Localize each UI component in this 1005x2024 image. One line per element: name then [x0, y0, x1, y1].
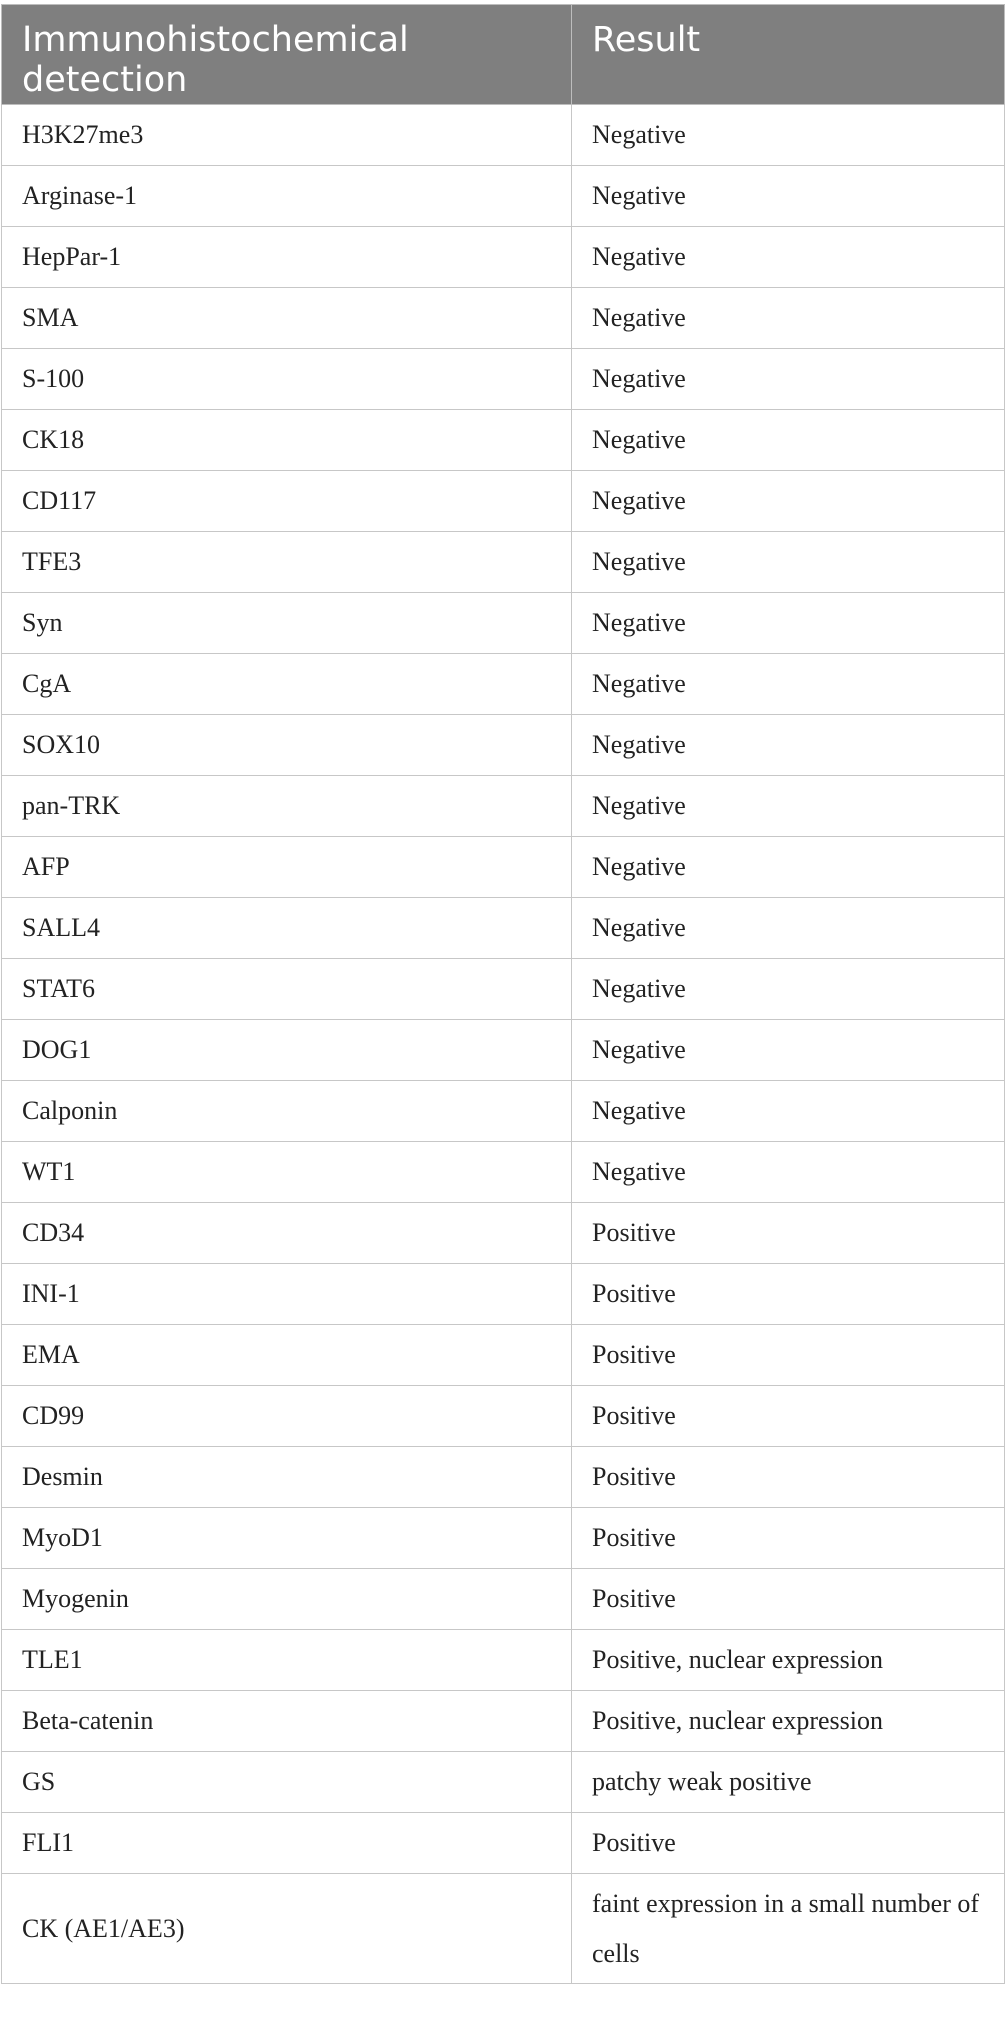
table-row	[2, 288, 1005, 349]
table-row	[2, 1447, 1005, 1508]
result-cell: Positive	[572, 1203, 1005, 1264]
table-row	[2, 1752, 1005, 1813]
result-cell: Negative	[572, 959, 1005, 1020]
result-cell: Negative	[572, 410, 1005, 471]
table-row	[2, 1691, 1005, 1752]
result-cell: Positive	[572, 1508, 1005, 1569]
result-cell: Negative	[572, 654, 1005, 715]
table-row	[2, 837, 1005, 898]
table-row	[2, 1142, 1005, 1203]
marker-cell: TLE1	[2, 1630, 572, 1691]
table-row	[2, 715, 1005, 776]
table-row	[2, 1874, 1005, 1984]
result-cell: Negative	[572, 349, 1005, 410]
result-cell: Negative	[572, 227, 1005, 288]
marker-cell: MyoD1	[2, 1508, 572, 1569]
table-row	[2, 1264, 1005, 1325]
result-cell: Positive	[572, 1325, 1005, 1386]
marker-cell: H3K27me3	[2, 105, 572, 166]
table-row	[2, 105, 1005, 166]
table-row	[2, 1081, 1005, 1142]
table-row	[2, 898, 1005, 959]
marker-cell: Arginase-1	[2, 166, 572, 227]
table-row	[2, 1630, 1005, 1691]
result-cell: Positive	[572, 1813, 1005, 1874]
marker-cell: Desmin	[2, 1447, 572, 1508]
table-row	[2, 1386, 1005, 1447]
marker-cell: SALL4	[2, 898, 572, 959]
marker-cell: Calponin	[2, 1081, 572, 1142]
table-row	[2, 1203, 1005, 1264]
result-cell: Negative	[572, 715, 1005, 776]
result-cell: Positive, nuclear expression	[572, 1691, 1005, 1752]
header-result: Result	[572, 5, 1005, 105]
marker-cell: Beta-catenin	[2, 1691, 572, 1752]
table-row	[2, 1813, 1005, 1874]
table-row	[2, 776, 1005, 837]
table-row	[2, 227, 1005, 288]
marker-cell: CgA	[2, 654, 572, 715]
marker-cell: SMA	[2, 288, 572, 349]
marker-cell: CD34	[2, 1203, 572, 1264]
marker-cell: STAT6	[2, 959, 572, 1020]
header-immunohistochemical-detection: Immunohistochemical detection	[2, 5, 572, 105]
result-cell: Negative	[572, 593, 1005, 654]
marker-cell: TFE3	[2, 532, 572, 593]
marker-cell: pan-TRK	[2, 776, 572, 837]
table-row	[2, 1325, 1005, 1386]
result-cell: Negative	[572, 105, 1005, 166]
table-row	[2, 166, 1005, 227]
marker-cell: EMA	[2, 1325, 572, 1386]
table-row	[2, 1508, 1005, 1569]
table-row	[2, 471, 1005, 532]
result-cell: Negative	[572, 166, 1005, 227]
result-cell: Negative	[572, 471, 1005, 532]
result-cell: Positive	[572, 1386, 1005, 1447]
table-row	[2, 959, 1005, 1020]
marker-cell: HepPar-1	[2, 227, 572, 288]
marker-cell: CD117	[2, 471, 572, 532]
result-cell: Negative	[572, 898, 1005, 959]
marker-cell: CK18	[2, 410, 572, 471]
table-row	[2, 1020, 1005, 1081]
result-cell: Negative	[572, 532, 1005, 593]
result-cell: Negative	[572, 1142, 1005, 1203]
table-row	[2, 532, 1005, 593]
marker-cell: AFP	[2, 837, 572, 898]
result-cell: Negative	[572, 1020, 1005, 1081]
result-cell: faint expression in a small number of cells	[572, 1874, 1005, 1984]
result-cell: Positive	[572, 1264, 1005, 1325]
table-row	[2, 593, 1005, 654]
marker-cell: INI-1	[2, 1264, 572, 1325]
marker-cell: FLI1	[2, 1813, 572, 1874]
result-cell: Negative	[572, 776, 1005, 837]
marker-cell: DOG1	[2, 1020, 572, 1081]
table-header-row	[2, 5, 1005, 105]
table-row	[2, 1569, 1005, 1630]
marker-cell: Syn	[2, 593, 572, 654]
table-row	[2, 349, 1005, 410]
result-cell: Negative	[572, 1081, 1005, 1142]
result-cell: Positive	[572, 1447, 1005, 1508]
marker-cell: SOX10	[2, 715, 572, 776]
marker-cell: GS	[2, 1752, 572, 1813]
marker-cell: WT1	[2, 1142, 572, 1203]
ihc-results-table	[1, 4, 1005, 1984]
result-cell: Positive, nuclear expression	[572, 1630, 1005, 1691]
result-cell: Negative	[572, 837, 1005, 898]
marker-cell: CK (AE1/AE3)	[2, 1874, 572, 1984]
marker-cell: CD99	[2, 1386, 572, 1447]
result-cell: patchy weak positive	[572, 1752, 1005, 1813]
table-row	[2, 654, 1005, 715]
result-cell: Positive	[572, 1569, 1005, 1630]
marker-cell: S-100	[2, 349, 572, 410]
marker-cell: Myogenin	[2, 1569, 572, 1630]
result-cell: Negative	[572, 288, 1005, 349]
table-row	[2, 410, 1005, 471]
